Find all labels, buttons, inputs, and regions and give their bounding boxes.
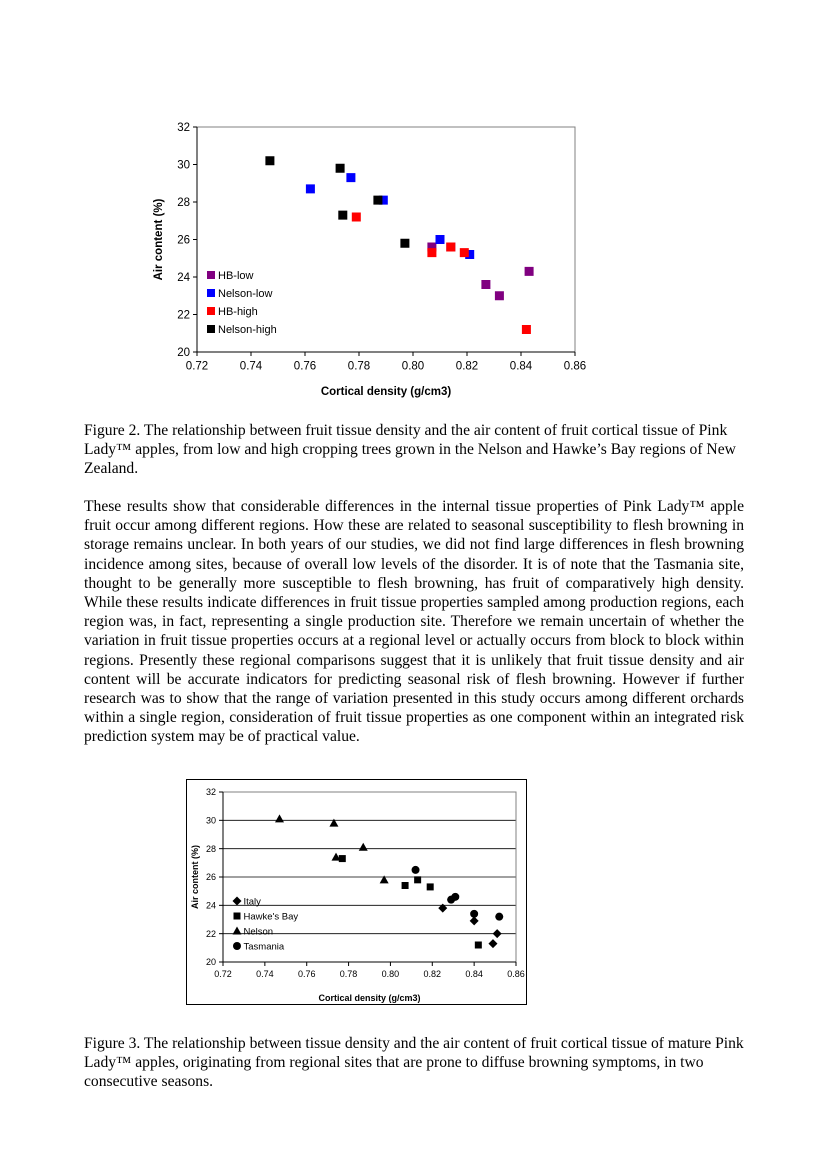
y-tick-label: 30 <box>205 815 216 826</box>
x-tick-label: 0.72 <box>185 360 209 373</box>
data-point-italy <box>493 929 502 938</box>
figure-3-chart <box>186 779 527 1005</box>
x-tick-label: 0.82 <box>423 969 442 979</box>
figure-3-scatter-plot <box>187 780 526 1004</box>
x-tick-label: 0.74 <box>239 360 263 373</box>
x-tick-label: 0.80 <box>381 969 400 979</box>
data-point-nelson-low <box>436 235 445 244</box>
legend-marker-nelson-low <box>207 289 215 297</box>
x-tick-label: 0.78 <box>339 969 358 979</box>
legend-marker-hb-low <box>207 271 215 279</box>
data-point-tasmania <box>495 913 503 921</box>
x-tick-label: 0.76 <box>297 969 316 979</box>
figure-3-caption: Figure 3. The relationship between tissue density and the air content of fruit cortical tissue of mature Pink Lady™ apples, originating from regional sites that are prone to diffuse browning symptoms, in two consecutive seasons. <box>84 1035 744 1091</box>
legend-marker-tasmania <box>233 942 241 950</box>
data-point-hawke-s-bay <box>402 882 409 889</box>
data-point-nelson-low <box>346 173 355 182</box>
data-point-italy <box>488 939 497 948</box>
y-axis-title: Air content (%) <box>190 845 200 909</box>
x-tick-label: 0.78 <box>347 360 371 373</box>
y-tick-label: 32 <box>177 122 190 135</box>
data-point-tasmania <box>451 893 459 901</box>
y-tick-label: 20 <box>177 347 190 360</box>
data-point-nelson <box>275 814 284 822</box>
legend-marker-nelson <box>233 927 242 935</box>
figure-2-chart <box>150 112 600 412</box>
data-point-hawke-s-bay <box>339 855 346 862</box>
y-tick-label: 26 <box>205 872 216 883</box>
data-point-nelson <box>329 819 338 827</box>
data-point-hawke-s-bay <box>414 876 421 883</box>
x-axis-title: Cortical density (g/cm3) <box>320 386 452 398</box>
data-point-hb-low <box>495 291 504 300</box>
y-tick-label: 30 <box>177 159 190 172</box>
legend-label-nelson: Nelson <box>243 926 274 938</box>
legend-label-tasmania: Tasmania <box>243 941 285 953</box>
x-tick-label: 0.86 <box>563 360 587 373</box>
x-tick-label: 0.84 <box>509 360 533 373</box>
y-tick-label: 22 <box>205 928 216 939</box>
data-point-hb-high <box>427 248 436 257</box>
data-point-tasmania <box>470 910 478 918</box>
x-tick-label: 0.84 <box>465 969 483 979</box>
legend-marker-italy <box>233 897 242 906</box>
data-point-nelson-high <box>265 156 274 165</box>
legend-marker-nelson-high <box>207 325 215 333</box>
y-tick-label: 28 <box>177 197 190 210</box>
data-point-nelson <box>359 843 368 851</box>
figure-2-scatter-plot <box>150 112 600 412</box>
legend-marker-hb-high <box>207 307 215 315</box>
data-point-nelson <box>380 875 389 883</box>
legend-label-hb-low: HB-low <box>218 269 254 282</box>
x-tick-label: 0.74 <box>256 969 274 979</box>
y-tick-label: 24 <box>177 272 190 285</box>
data-point-hb-high <box>352 213 361 222</box>
data-point-hawke-s-bay <box>475 942 482 949</box>
data-point-hb-high <box>446 243 455 252</box>
legend-label-italy: Italy <box>243 896 261 908</box>
y-tick-label: 26 <box>177 234 190 247</box>
figure-2-caption: Figure 2. The relationship between fruit tissue density and the air content of fruit cortical tissue of Pink Lady™ apples, from low and high cropping trees grown in the Nelson and Hawke’s Bay regions of New Zealand. <box>84 422 736 478</box>
x-tick-label: 0.72 <box>214 969 232 979</box>
y-axis-title: Air content (%) <box>153 198 165 281</box>
data-point-nelson-low <box>306 184 315 193</box>
data-point-hb-high <box>522 325 531 334</box>
y-tick-label: 28 <box>205 843 216 854</box>
legend-marker-hawke-s-bay <box>234 913 241 920</box>
data-point-hb-low <box>525 267 534 276</box>
data-point-nelson-high <box>336 164 345 173</box>
x-axis-title: Cortical density (g/cm3) <box>318 993 421 1003</box>
body-paragraph: These results show that considerable differences in the internal tissue properties of Pink Lady™ apple fruit occur among different regions. How these are related to seasonal susceptibility to flesh browning in storage remains unclear. In both years of our studies, we did not find large differences in flesh browning incidence among sites, because of overall low levels of the disorder. It is of note that the Tasmania site, thought to be generally more susceptible to flesh browning, has fruit of comparatively high density. While these results indicate differences in fruit tissue properties sampled among production regions, each region was, in fact, representing a single production site. Therefore we remain uncertain of whether the variation in fruit tissue properties occurs at a regional level or actually occurs from block to block within regions. Presently these regional comparisons suggest that it is unlikely that fruit tissue density and air content will be accurate indicators for predicting seasonal risk of flesh browning. However if further research was to show that the range of variation presented in this study occurs among different orchards within a single region, consideration of fruit tissue properties as one component within an integrated risk prediction system may be of practical value. <box>84 498 744 746</box>
legend-label-nelson-high: Nelson-high <box>218 323 277 336</box>
x-tick-label: 0.76 <box>293 360 317 373</box>
data-point-tasmania <box>412 866 420 874</box>
x-tick-label: 0.80 <box>401 360 425 373</box>
data-point-hawke-s-bay <box>427 883 434 890</box>
data-point-nelson-high <box>373 196 382 205</box>
legend-label-hawke-s-bay: Hawke's Bay <box>243 911 299 923</box>
x-tick-label: 0.86 <box>507 969 525 979</box>
data-point-hb-low <box>481 280 490 289</box>
y-tick-label: 20 <box>205 957 216 968</box>
legend-label-nelson-low: Nelson-low <box>218 287 273 300</box>
data-point-hb-high <box>460 248 469 257</box>
data-point-nelson-high <box>400 239 409 248</box>
x-tick-label: 0.82 <box>455 360 479 373</box>
y-tick-label: 32 <box>205 787 216 798</box>
plot-area-frame <box>197 127 575 352</box>
legend-label-hb-high: HB-high <box>218 305 258 318</box>
y-tick-label: 22 <box>177 309 190 322</box>
data-point-nelson-high <box>338 211 347 220</box>
y-tick-label: 24 <box>205 900 216 911</box>
